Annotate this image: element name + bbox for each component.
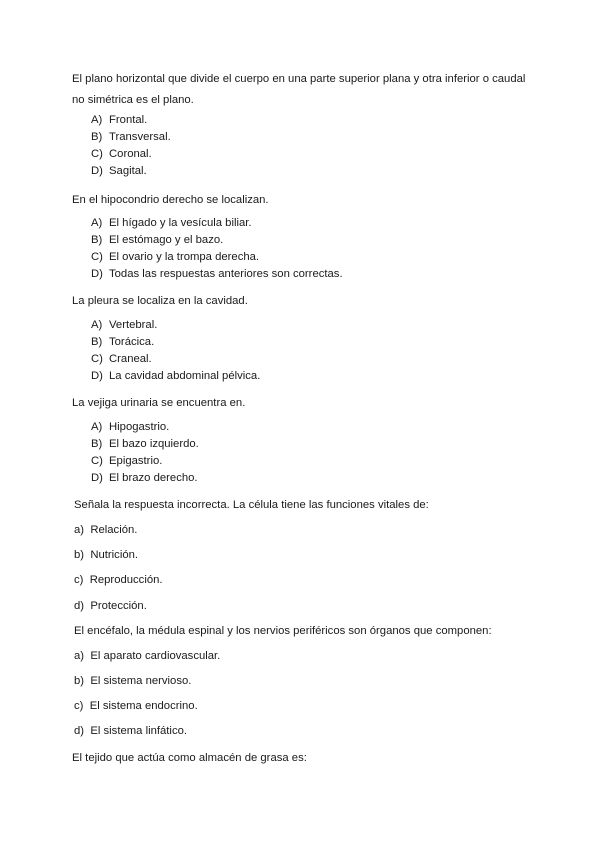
question-1-options bbox=[91, 112, 171, 180]
question-2-options bbox=[91, 215, 343, 283]
option-4a: A) Hipogastrio. bbox=[91, 421, 170, 433]
option-5c: c) Reproducción. bbox=[74, 574, 163, 586]
option-4d: D) El brazo derecho. bbox=[91, 472, 198, 484]
option-2a: A) El hígado y la vesícula biliar. bbox=[91, 217, 252, 229]
question-2-text: En el hipocondrio derecho se localizan. bbox=[72, 194, 269, 206]
option-1b: B) Transversal. bbox=[91, 131, 171, 143]
question-3-text: La pleura se localiza en la cavidad. bbox=[72, 295, 248, 307]
question-4-text: La vejiga urinaria se encuentra en. bbox=[72, 397, 246, 409]
question-7-text: El tejido que actúa como almacén de grasa es: bbox=[72, 752, 307, 764]
option-1d: D) Sagital. bbox=[91, 165, 147, 177]
question-3-options bbox=[91, 317, 260, 385]
question-6-text: El encéfalo, la médula espinal y los nervios periféricos son órganos que componen: bbox=[74, 625, 492, 637]
option-5d: d) Protección. bbox=[74, 600, 147, 612]
option-2d: D) Todas las respuestas anteriores son correctas. bbox=[91, 268, 343, 280]
option-1c: C) Coronal. bbox=[91, 148, 152, 160]
question-1-text: El plano horizontal que divide el cuerpo en una parte superior plana y otra inferior o caudal no simétrica es el plano. bbox=[72, 73, 526, 106]
option-4c: C) Epigastrio. bbox=[91, 455, 163, 467]
option-3c: C) Craneal. bbox=[91, 353, 152, 365]
question-5-text: Señala la respuesta incorrecta. La célula tiene las funciones vitales de: bbox=[74, 499, 429, 511]
option-3a: A) Vertebral. bbox=[91, 319, 158, 331]
option-5a: a) Relación. bbox=[74, 524, 138, 536]
option-6b: b) El sistema nervioso. bbox=[74, 675, 192, 687]
option-6a: a) El aparato cardiovascular. bbox=[74, 650, 221, 662]
option-1a: A) Frontal. bbox=[91, 114, 148, 126]
option-2c: C) El ovario y la trompa derecha. bbox=[91, 251, 260, 263]
option-3d: D) La cavidad abdominal pélvica. bbox=[91, 370, 261, 382]
option-6d: d) El sistema linfático. bbox=[74, 725, 188, 737]
option-3b: B) Torácica. bbox=[91, 336, 155, 348]
option-4b: B) El bazo izquierdo. bbox=[91, 438, 199, 450]
option-2b: B) El estómago y el bazo. bbox=[91, 234, 224, 246]
question-4-options bbox=[91, 419, 199, 487]
option-5b: b) Nutrición. bbox=[74, 549, 139, 561]
option-6c: c) El sistema endocrino. bbox=[74, 700, 198, 712]
